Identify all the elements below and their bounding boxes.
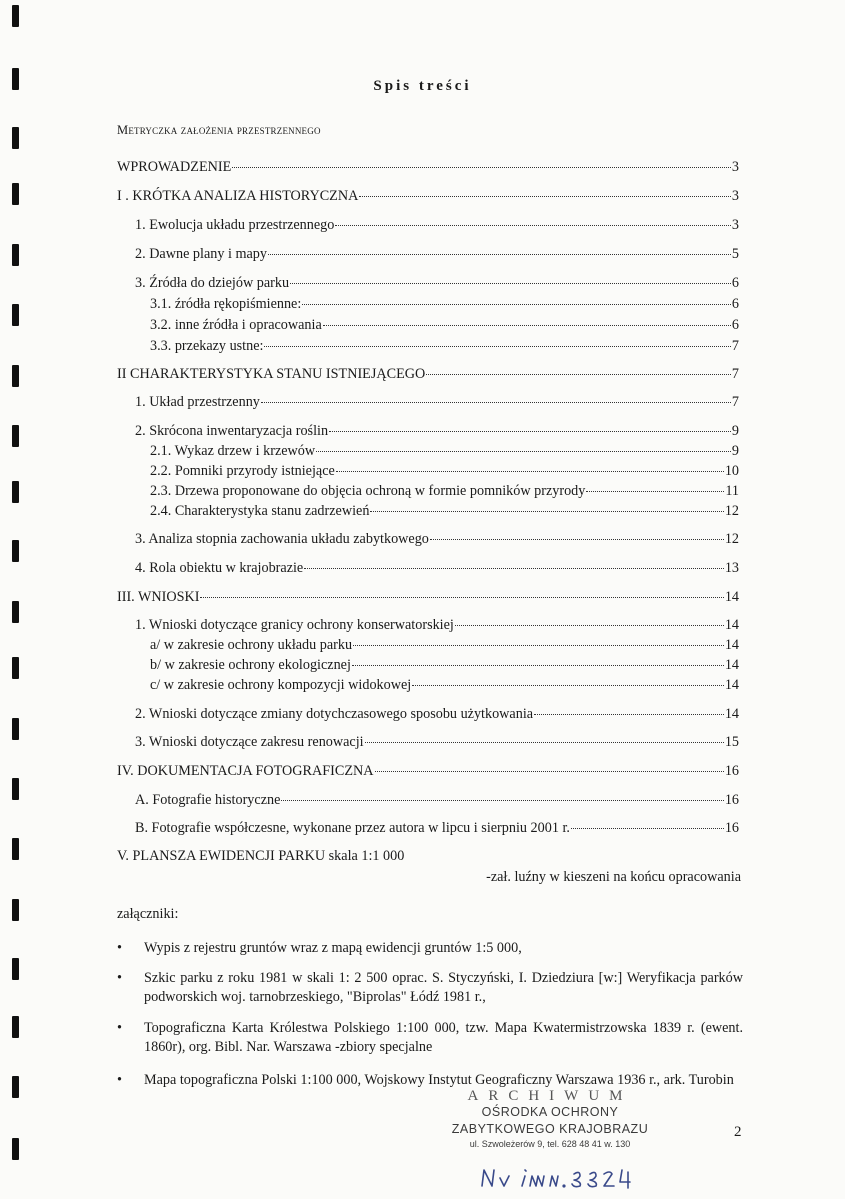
toc-entry	[150, 503, 739, 521]
binding-hole	[12, 778, 19, 800]
toc-leader-dots	[571, 827, 724, 829]
toc-leader-dots	[281, 799, 723, 801]
toc-leader-dots	[430, 538, 724, 540]
toc-entry-label: I . KRÓTKA ANALIZA HISTORYCZNA	[117, 188, 359, 204]
attachments-heading: załączniki:	[117, 906, 179, 922]
toc-entry-page: 14	[724, 589, 739, 605]
toc-entry-label: b/ w zakresie ochrony ekologicznej	[150, 657, 351, 673]
toc-entry	[117, 763, 739, 781]
toc-leader-dots	[534, 713, 724, 715]
attachment-text: Szkic parku z roku 1981 w skali 1: 2 500 oprac. S. Styczyński, I. Dziedziura [w:] Weryfikacja parków podworskich woj. tarnobrzeskiego, "Biprolas" Łódź 1981 r.,	[144, 970, 743, 1005]
toc-entry-label: 2. Wnioski dotyczące zmiany dotychczasowego sposobu użytkowania	[135, 706, 534, 722]
toc-leader-dots	[426, 373, 731, 375]
binding-hole	[12, 601, 19, 623]
toc-entry-page: 3	[731, 217, 739, 233]
toc-entry-page: 13	[724, 560, 739, 576]
toc-entry-page: 10	[724, 463, 739, 479]
binding-hole	[12, 5, 19, 27]
toc-entry-label: A. Fotografie historyczne	[135, 792, 281, 808]
toc-entry-page: 7	[731, 394, 739, 410]
toc-entry	[135, 617, 739, 635]
page-number: 2	[734, 1124, 742, 1140]
toc-entry	[150, 657, 739, 675]
attachment-text: Topograficzna Karta Królestwa Polskiego 1:100 000, tzw. Mapa Kwatermistrzowska 1839 r. (ewent. 1860r), org. Bibl. Nar. Warszawa -zbiory specjalne	[144, 1020, 743, 1055]
binding-hole	[12, 127, 19, 149]
toc-entry	[135, 423, 739, 441]
toc-entry	[150, 443, 739, 461]
binding-hole	[12, 304, 19, 326]
toc-leader-dots	[232, 166, 731, 168]
toc-entry	[135, 560, 739, 578]
toc-entry	[117, 589, 739, 607]
toc-entry-page: 16	[724, 820, 739, 836]
binding-hole	[12, 899, 19, 921]
toc-entry-label: WPROWADZENIE	[117, 159, 232, 175]
toc-entry-page: 12	[724, 503, 739, 519]
toc-entry-label: 1. Wnioski dotyczące granicy ochrony konserwatorskiej	[135, 617, 454, 633]
toc-entry-page: 7	[731, 338, 739, 354]
toc-entry-page: 16	[724, 792, 739, 808]
bullet-icon: •	[117, 1020, 122, 1036]
bullet-icon: •	[117, 1072, 122, 1088]
toc-entry-page: 6	[731, 296, 739, 312]
archive-stamp	[430, 1088, 670, 1149]
toc-entry-page: 3	[731, 188, 739, 204]
binding-hole	[12, 183, 19, 205]
toc-entry	[135, 734, 739, 752]
toc-entry-page: 14	[724, 637, 739, 653]
page-title: Spis treści	[373, 78, 472, 94]
toc-entry-page: 9	[731, 443, 739, 459]
toc-leader-dots	[375, 770, 724, 772]
toc-entry	[150, 483, 739, 501]
toc-entry-page: 3	[731, 159, 739, 175]
stamp-line: ul. Szwoleżerów 9, tel. 628 48 41 w. 130	[469, 1139, 631, 1149]
toc-entry	[135, 531, 739, 549]
toc-entry-page: 6	[731, 275, 739, 291]
toc-entry-page: 12	[724, 531, 739, 547]
handwritten-inventory-number	[470, 1160, 640, 1194]
metryczka-heading: Metryczka założenia przestrzennego	[117, 123, 321, 137]
toc-entry	[150, 677, 739, 695]
toc-leader-dots	[261, 401, 731, 403]
toc-entry	[150, 317, 739, 335]
toc-entry-label: 2.1. Wykaz drzew i krzewów	[150, 443, 316, 459]
toc-entry-label: II CHARAKTERYSTYKA STANU ISTNIEJĄCEGO	[117, 366, 426, 382]
toc-entry-label: 3.3. przekazy ustne:	[150, 338, 264, 354]
toc-entry	[135, 275, 739, 293]
toc-leader-dots	[329, 430, 731, 432]
toc-entry-label: 4. Rola obiektu w krajobrazie	[135, 560, 304, 576]
toc-entry-label: c/ w zakresie ochrony kompozycji widokowej	[150, 677, 412, 693]
toc-entry	[150, 338, 739, 356]
toc-entry-page: 14	[724, 657, 739, 673]
binding-hole	[12, 1016, 19, 1038]
binding-hole	[12, 481, 19, 503]
list-item	[117, 939, 743, 958]
toc-entry-page: 14	[724, 617, 739, 633]
binding-hole	[12, 365, 19, 387]
toc-entry-page: 9	[731, 423, 739, 439]
toc-entry-label: IV. DOKUMENTACJA FOTOGRAFICZNA	[117, 763, 374, 779]
toc-leader-dots	[335, 224, 731, 226]
toc-leader-dots	[304, 567, 724, 569]
toc-entry	[150, 637, 739, 655]
binding-holes	[12, 0, 22, 1199]
toc-entry-label: 2.2. Pomniki przyrody istniejące	[150, 463, 335, 479]
toc-leader-dots	[316, 450, 731, 452]
binding-hole	[12, 540, 19, 562]
binding-hole	[12, 718, 19, 740]
toc-entry-page: 5	[731, 246, 739, 262]
binding-hole	[12, 1076, 19, 1098]
toc-entry-label: B. Fotografie współczesne, wykonane przez autora w lipcu i sierpniu 2001 r.	[135, 820, 570, 836]
binding-hole	[12, 958, 19, 980]
attachment-text: Mapa topograficzna Polski 1:100 000, Wojskowy Instytut Geograficzny Warszawa 1936 r., ark. Turobin	[144, 1072, 734, 1088]
toc-entry-page: 6	[731, 317, 739, 333]
toc-leader-dots	[365, 741, 724, 743]
binding-hole	[12, 1138, 19, 1160]
toc-entry-label: 2. Skrócona inwentaryzacja roślin	[135, 423, 329, 439]
binding-hole	[12, 838, 19, 860]
toc-entry	[135, 820, 739, 838]
toc-entry	[117, 366, 739, 384]
toc-leader-dots	[200, 596, 723, 598]
toc-entry	[135, 246, 739, 264]
toc-entry-label: 3. Źródła do dziejów parku	[135, 275, 290, 291]
plansza-note: -zał. luźny w kieszeni na końcu opracowania	[486, 869, 741, 885]
toc-leader-dots	[370, 510, 723, 512]
toc-entry-label: 1. Układ przestrzenny	[135, 394, 260, 410]
attachment-text: Wypis z rejestru gruntów wraz z mapą ewidencji gruntów 1:5 000,	[144, 940, 522, 956]
toc-leader-dots	[323, 324, 731, 326]
toc-entry-label: 2.3. Drzewa proponowane do objęcia ochroną w formie pomników przyrody	[150, 483, 586, 499]
toc-leader-dots	[336, 470, 724, 472]
toc-entry	[135, 217, 739, 235]
toc-entry-label: 3.1. źródła rękopiśmienne:	[150, 296, 302, 312]
toc-entry	[117, 188, 739, 206]
toc-entry-page: 16	[724, 763, 739, 779]
toc-entry	[135, 706, 739, 724]
toc-entry-label: 2. Dawne plany i mapy	[135, 246, 267, 262]
stamp-line: ARCHIWUM	[467, 1088, 633, 1104]
toc-leader-dots	[586, 490, 724, 492]
stamp-line: ZABYTKOWEGO KRAJOBRAZU	[451, 1122, 649, 1136]
toc-entry-page: 14	[724, 677, 739, 693]
toc-entry-page: 15	[724, 734, 739, 750]
toc-leader-dots	[268, 253, 731, 255]
list-item	[117, 1019, 743, 1057]
binding-hole	[12, 425, 19, 447]
toc-entry-label: 1. Ewolucja układu przestrzennego	[135, 217, 335, 233]
toc-entry-label: V. PLANSZA EWIDENCJI PARKU skala 1:1 000	[117, 848, 405, 864]
binding-hole	[12, 244, 19, 266]
toc-leader-dots	[359, 195, 731, 197]
toc-leader-dots	[264, 345, 730, 347]
toc-entry-label: III. WNIOSKI	[117, 589, 200, 605]
binding-hole	[12, 657, 19, 679]
toc-entry	[117, 159, 739, 177]
toc-entry	[135, 394, 739, 412]
toc-entry-plansza	[117, 848, 739, 866]
toc-entry-page: 11	[725, 483, 739, 499]
toc-entry	[150, 463, 739, 481]
toc-entry-label: 2.4. Charakterystyka stanu zadrzewień	[150, 503, 370, 519]
toc-entry	[150, 296, 739, 314]
toc-entry	[135, 792, 739, 810]
toc-leader-dots	[302, 303, 731, 305]
toc-entry-page: 14	[724, 706, 739, 722]
toc-leader-dots	[412, 684, 724, 686]
toc-entry-label: 3. Wnioski dotyczące zakresu renowacji	[135, 734, 364, 750]
toc-leader-dots	[290, 282, 731, 284]
toc-leader-dots	[353, 644, 724, 646]
toc-entry-label: 3. Analiza stopnia zachowania układu zabytkowego	[135, 531, 429, 547]
toc-entry-label: 3.2. inne źródła i opracowania	[150, 317, 322, 333]
list-item	[117, 969, 743, 1007]
toc-leader-dots	[455, 624, 724, 626]
bullet-icon: •	[117, 940, 122, 956]
toc-entry-label: a/ w zakresie ochrony układu parku	[150, 637, 353, 653]
stamp-line: OŚRODKA OCHRONY	[481, 1105, 619, 1119]
bullet-icon: •	[117, 970, 122, 986]
toc-entry-page: 7	[731, 366, 739, 382]
toc-leader-dots	[352, 664, 724, 666]
